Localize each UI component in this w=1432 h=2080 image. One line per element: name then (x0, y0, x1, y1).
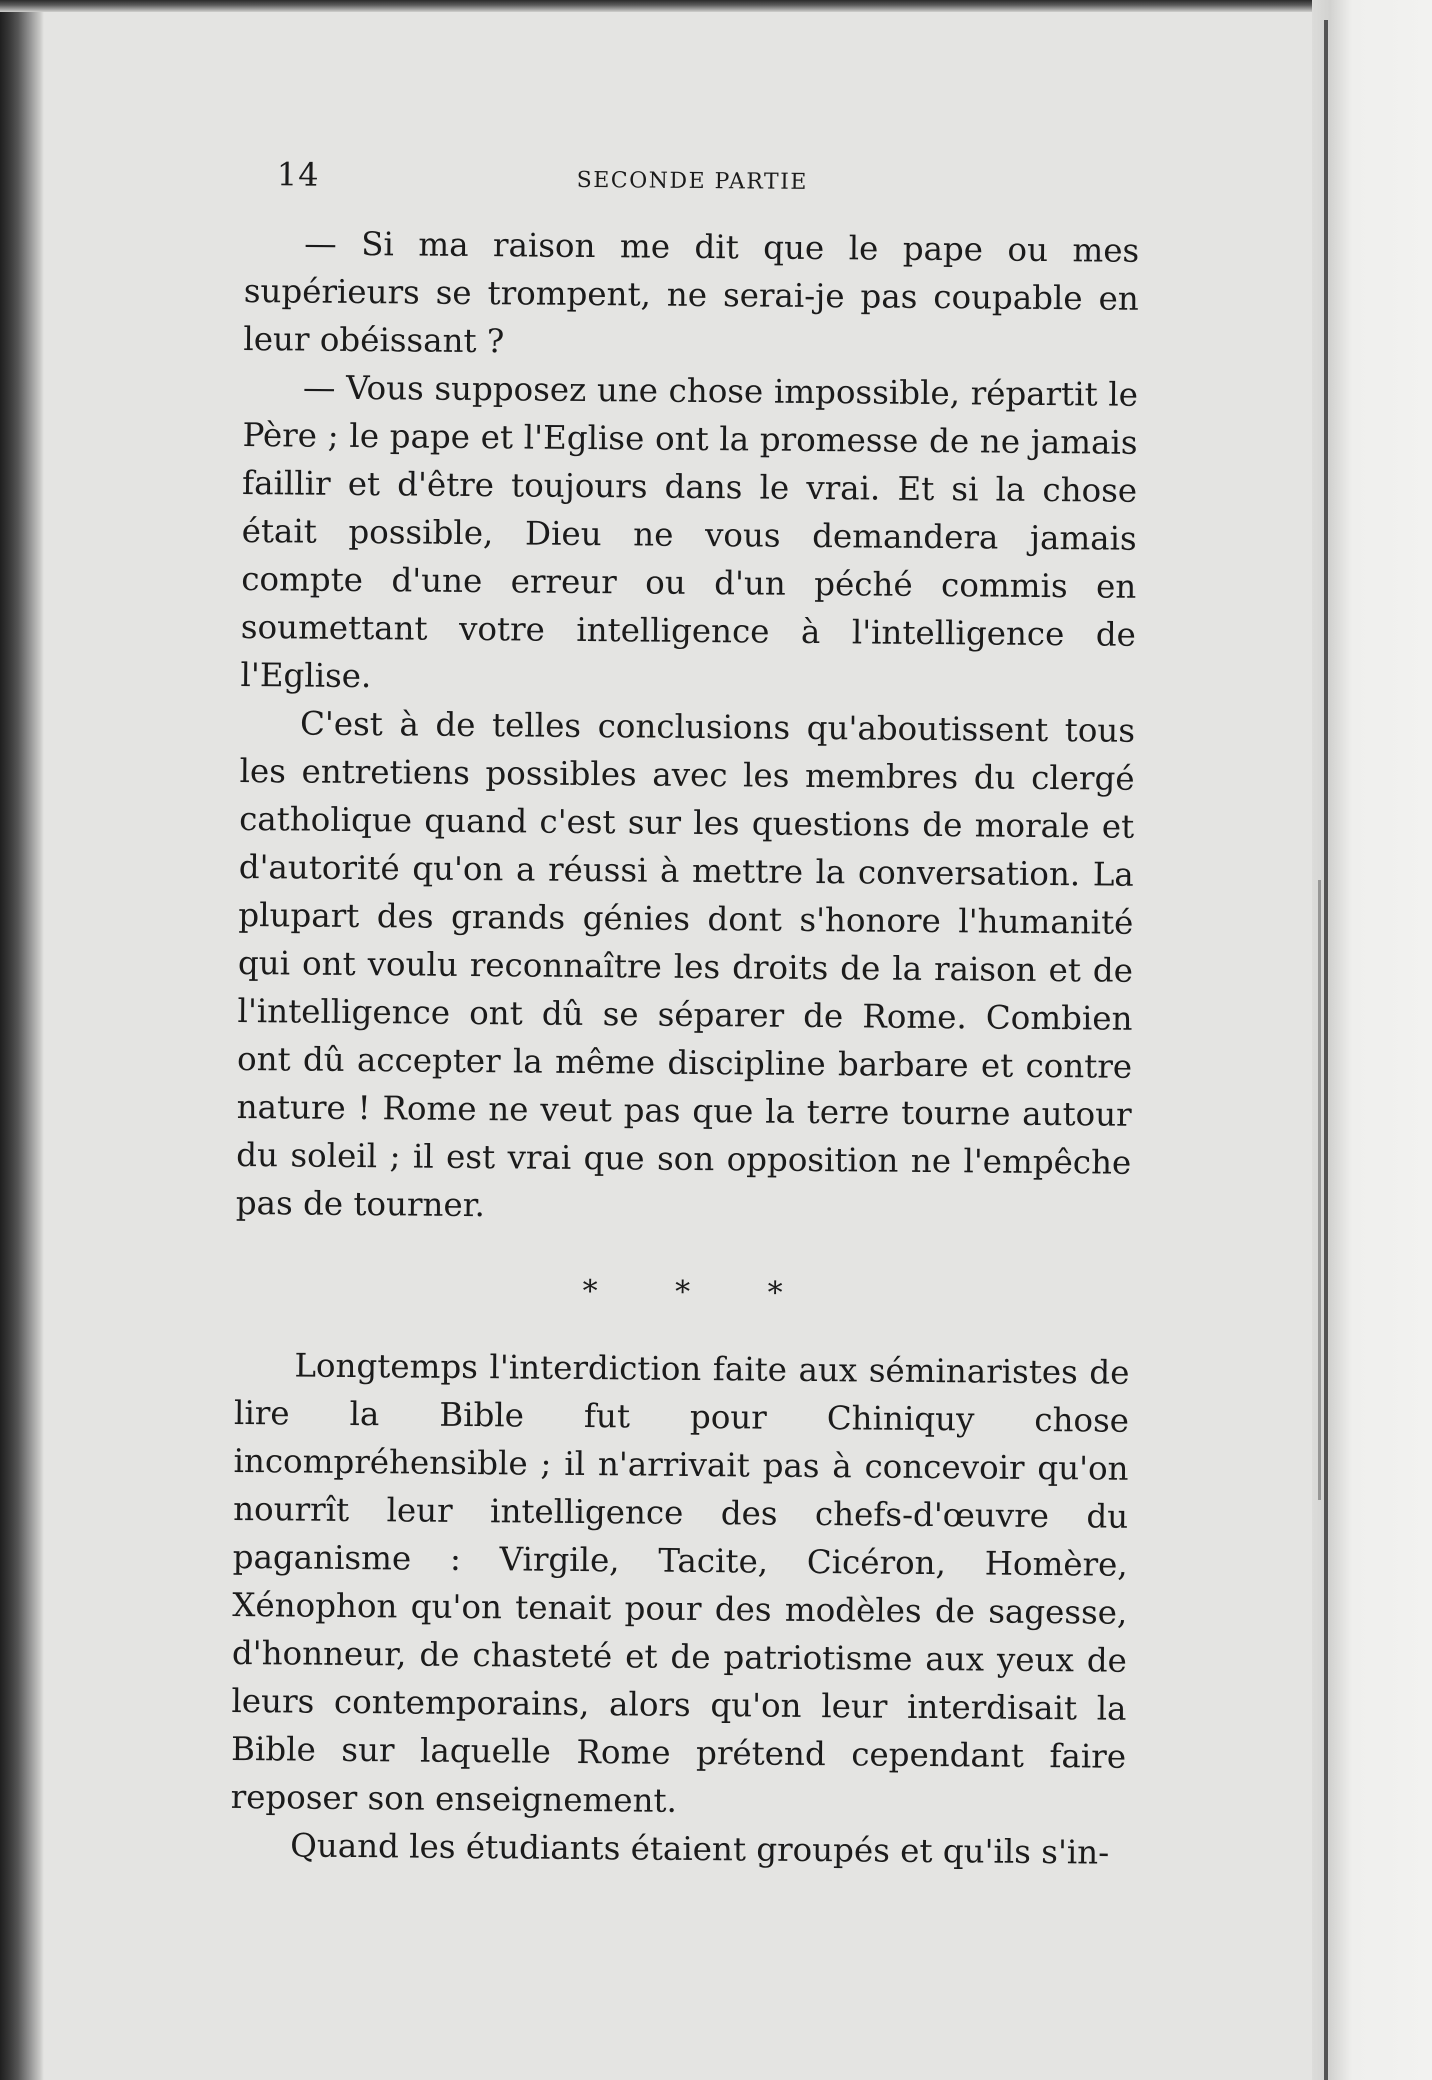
commentary-paragraph: C'est à de telles conclusions qu'aboutissent tous les entretiens possibles avec les membres du clergé catholique quand c'est sur les questions de morale et d'autorité qu'on a réussi à mettre la conversation. La plupart des grands génies dont s'honore l'humanité qui ont voulu reconnaître les droits de la raison et de l'intelligence ont dû se séparer de Rome. Combien ont dû accepter la même discipline barbare et contre nature ! Rome ne veut pas que la terre tourne autour du soleil ; il est vrai que son opposition ne l'empêche pas de tourner. (235, 704, 1136, 1225)
page-crease-line (1324, 20, 1328, 2080)
page-crease-shadow (1318, 880, 1321, 1500)
section-separator-asterisks: * * * (582, 1273, 817, 1312)
bible-interdiction-paragraph: Longtemps l'interdiction faite aux séminaristes de lire la Bible fut pour Chiniquy chose incompréhensible ; il n'arrivait pas à concevoir qu'on nourrît leur intelligence des chefs-d'œuvre du paganisme : Virgile, Tacite, Cicéron, Homère, Xénophon qu'on tenait pour des modèles de sagesse, d'honneur, de chasteté et de patriotisme aux yeux de leurs contemporains, alors qu'on leur interdisait la Bible sur laquelle Rome prétend cependant faire reposer son enseignement. (230, 1346, 1130, 1820)
continuing-paragraph: Quand les étudiants étaient groupés et qu'ils s'in- (290, 1826, 1110, 1872)
running-title: SECONDE PARTIE (576, 167, 809, 195)
dialogue-paragraph-question: — Si ma raison me dit que le pape ou mes supérieurs se trompent, ne serai-je pas coupable en leur obéissant ? (243, 224, 1140, 361)
book-page-text-block (230, 155, 1140, 1877)
page-header (245, 155, 1140, 203)
scan-top-edge (0, 0, 1432, 12)
dialogue-paragraph-answer: — Vous supposez une chose impossible, répartit le Père ; le pape et l'Eglise ont la promesse de ne jamais faillir et d'être toujours dans le vrai. Et si la chose était possible, Dieu ne vous demandera jamais compte d'une erreur ou d'un péché commis en soumettant votre intelligence à l'intelligence de l'Eglise. (240, 368, 1139, 696)
next-page-fold (1312, 0, 1432, 2080)
page-number: 14 (276, 155, 320, 194)
book-binding-edge (0, 0, 44, 2080)
